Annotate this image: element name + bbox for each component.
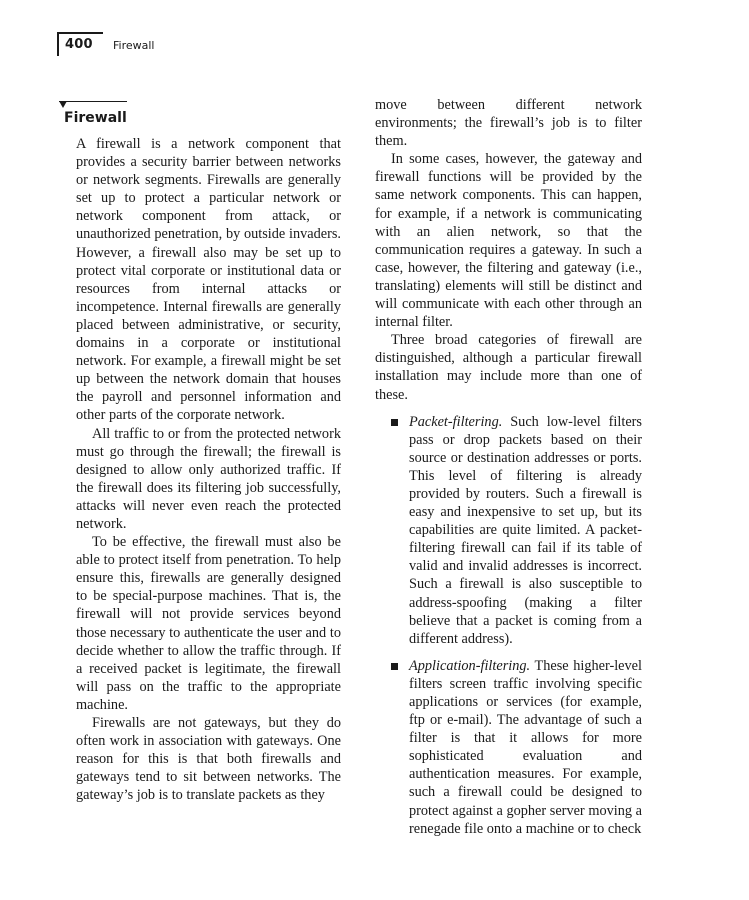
paragraph: Firewalls are not gateways, but they do often work in association with gateways. One reason for this is that both firewalls and gateways tend to sit between networks. The gateway’s job is to translate packets as they xyxy=(76,715,341,804)
list-item xyxy=(375,413,642,648)
list-item-body: Such low-level filters pass or drop packets based on their source or destination addresses or ports. This level of filtering is already provided by routers. Such a firewall is easy and inexpensive to set up, but its capabilities are quite limited. A packet-filtering firewall can fail if its table of valid and invalid addresses is incorrect. Such a firewall is also susceptible to address-spoofing (making a filter believe that a packet is coming from a different address). xyxy=(409,413,642,647)
list-item-term: Application-filtering. xyxy=(409,657,531,674)
running-head: Firewall xyxy=(113,39,155,52)
paragraph: In some cases, however, the gateway and firewall functions will be provided by the same network components. This can happen, for example, if a network is communicating with an alien network, so that the communication requires a gateway. In such a case, however, the filtering and gateway (i.e., translating) elements will still be distinct and will communicate with each other through an internal filter. xyxy=(375,151,642,331)
paragraph: A firewall is a network component that provides a security barrier between networks or network segments. Firewalls are generally set up to protect a particular network or network component from attack, or unauthorized penetration, by outside invaders. However, a firewall also may be set up to protect vital corporate or institutional data or resources from internal attacks or incompetence. Internal firewalls are generally placed between administrative, or security, domains in a corporate or institutional network. For example, a firewall might be set up between the network domain that houses the payroll and personnel information and other parts of the corporate network. xyxy=(76,136,341,424)
page-number: 400 xyxy=(65,37,93,52)
list-item-term: Packet-filtering. xyxy=(409,413,503,430)
paragraph: Three broad categories of firewall are distinguished, although a particular firewall installation may include more than one of these. xyxy=(375,332,642,403)
paragraph: All traffic to or from the protected network must go through the firewall; the firewall is designed to allow only authorized traffic. If the firewall does its filtering job successfully, attacks will never even reach the protected network. xyxy=(76,425,341,532)
header-rule-vertical xyxy=(57,34,59,56)
paragraph: move between different network environments; the firewall’s job is to filter them. xyxy=(375,97,642,150)
square-bullet-icon xyxy=(391,419,398,426)
list-item-body: These higher-level filters screen traffic involving specific applications or services (for example, ftp or e-mail). The advantage of such a filter is that it allows for more sophisticated evaluation and authentication measures. For example, such a firewall could be designed to protect against a gopher server moving a renegade file onto a machine or to check xyxy=(409,657,642,837)
square-bullet-icon xyxy=(391,663,398,670)
header-rule-horizontal xyxy=(57,32,103,34)
right-column xyxy=(375,96,642,838)
list-item xyxy=(375,657,642,838)
section-title: Firewall xyxy=(64,110,127,126)
section-rule xyxy=(59,101,127,102)
paragraph: To be effective, the firewall must also be able to protect itself from penetration. To help ensure this, firewalls are generally designed to be special-purpose machines. That is, the firewall will not provide services beyond those necessary to authenticate the user and to decide whether to allow the traffic through. If a received packet is legitimate, the firewall will pass on the traffic to the appropriate machine. xyxy=(76,534,341,713)
triangle-marker-icon xyxy=(59,101,67,108)
section-marker xyxy=(59,99,127,109)
list-item-text xyxy=(409,657,642,838)
left-column xyxy=(76,135,341,804)
list-item-text xyxy=(409,413,642,648)
